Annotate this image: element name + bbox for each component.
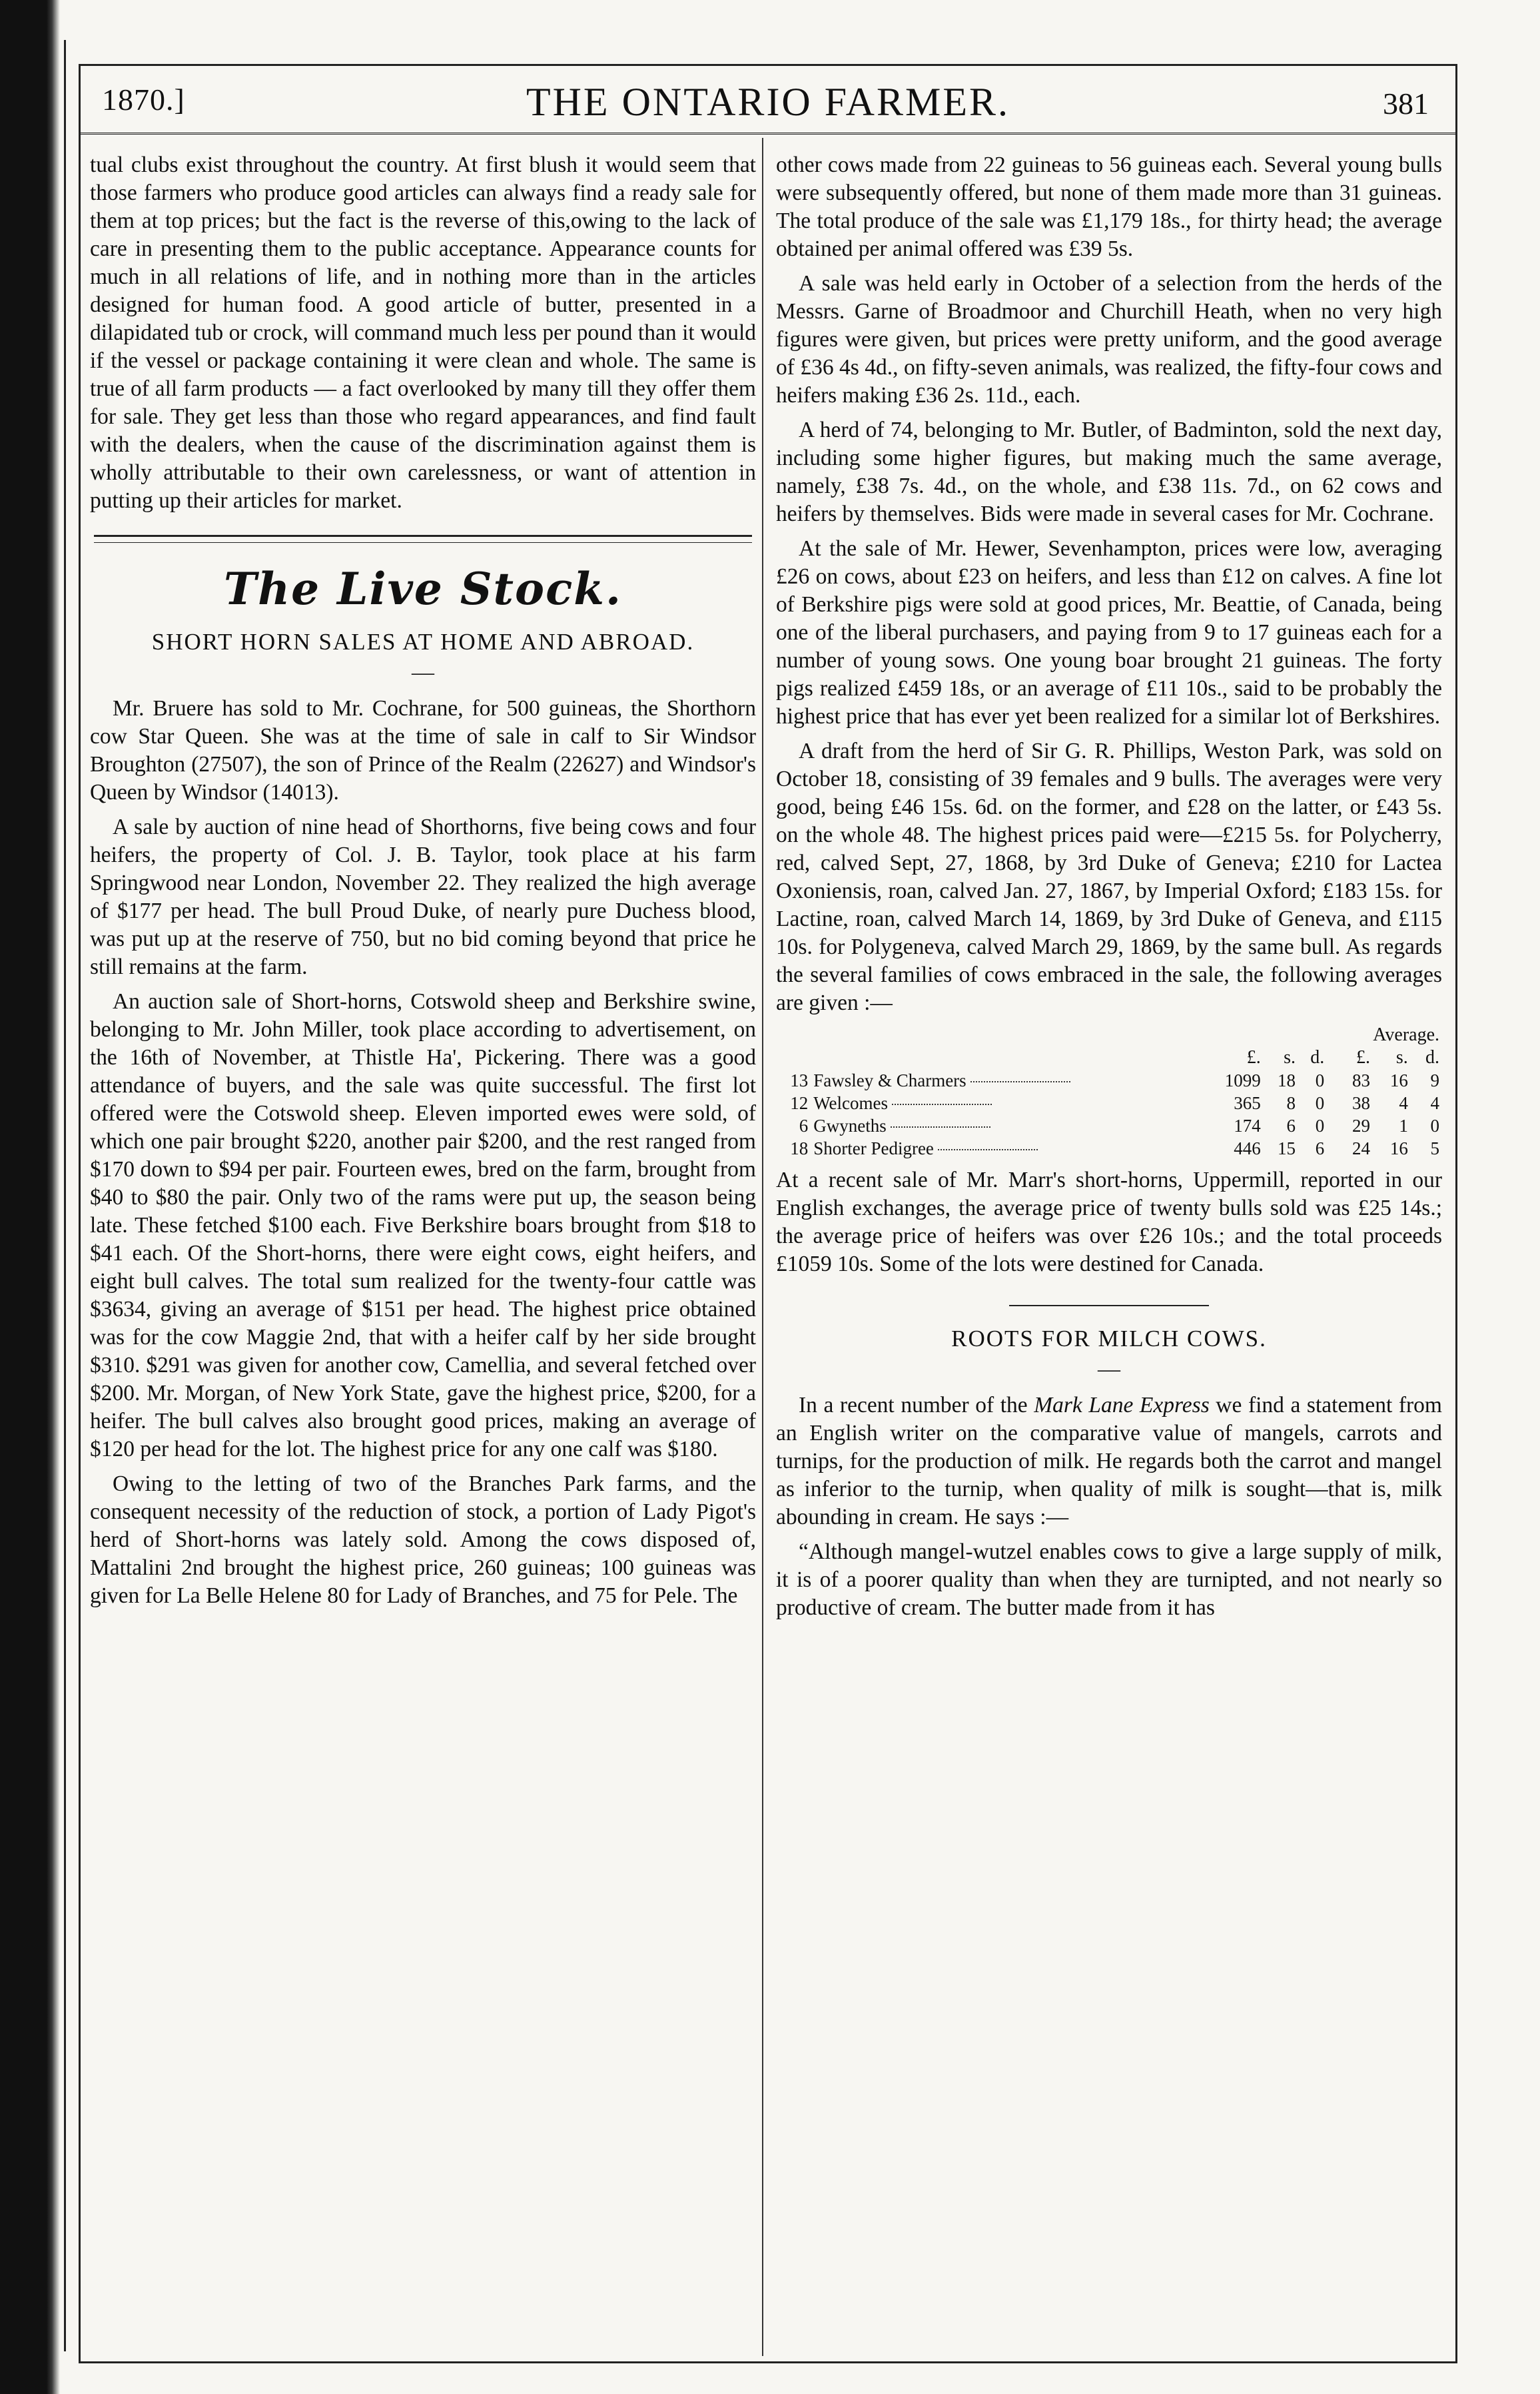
total-shillings: 15 <box>1278 1138 1296 1158</box>
section-rule-thin <box>94 542 752 543</box>
binding-rule <box>64 40 66 2351</box>
section-rule <box>94 535 752 537</box>
dot-leader <box>892 1104 992 1105</box>
department-title: The Live Stock. <box>224 563 622 615</box>
avg-pence: 0 <box>1430 1116 1439 1136</box>
table-row <box>776 1114 1442 1137</box>
unit-header: s. <box>1284 1047 1296 1068</box>
total-pence: 0 <box>1315 1093 1325 1113</box>
avg-pounds: 24 <box>1352 1138 1370 1158</box>
roots-paragraph <box>776 1392 1442 1531</box>
family-name: Welcomes <box>813 1093 889 1113</box>
running-head <box>81 66 1455 135</box>
averages-table-unit-row <box>776 1046 1442 1069</box>
unit-header: d. <box>1310 1047 1325 1068</box>
left-column <box>90 151 756 2349</box>
row-family <box>811 1114 1202 1137</box>
intro-paragraph: tual clubs exist throughout the country. At first blush it would seem that those farmers who produce good articles can always find a ready sale for them at top prices; but the fact is the reverse of this,owing to the lack of care in presenting them to the public acceptance. Appearance counts for much in all relations of life, and in nothing more than in the articles designed for human food. A good article of butter, presented in a dilapidated tub or crock, will command much less per pound than it would if the vessel or package containing it were clean and whole. The same is true of all farm products — a fact overlooked by many till they offer them for sale. They get less than those who regard appearances, and find fault with the dealers, when the cause of the discrimination against them is wholly attributable to their own carelessness, or want of attention in putting up their articles for market. <box>90 153 756 513</box>
avg-pounds: 83 <box>1352 1070 1370 1090</box>
row-count: 18 <box>790 1138 809 1158</box>
table-row <box>776 1092 1442 1114</box>
row-count: 6 <box>799 1116 809 1136</box>
roots-text: we find a statement from an English writer on the comparative value of mangels, carrots and turnips, for the production of milk. He regards both the carrot and mangel as inferior to the turnip, when quality of milk is sought—that is, milk abounding in cream. He says :— <box>776 1393 1442 1529</box>
right-column <box>776 151 1442 2349</box>
family-name: Gwyneths <box>813 1116 887 1136</box>
unit-header: d. <box>1425 1047 1439 1068</box>
avg-shillings: 4 <box>1399 1093 1408 1113</box>
article-title: SHORT HORN SALES AT HOME AND ABROAD. <box>151 629 695 655</box>
header-title: THE ONTARIO FARMER. <box>526 80 1010 124</box>
avg-shillings: 16 <box>1389 1138 1408 1158</box>
article-paragraph: Mr. Bruere has sold to Mr. Cochrane, for 500 guineas, the Shorthorn cow Star Queen. She was at the time of sale in calf to Sir Windsor Broughton (27507), the son of Prince of the Realm (22627) and Windsor's Queen by Windsor (14013). <box>90 696 756 805</box>
dot-leader <box>891 1126 990 1128</box>
row-family <box>811 1137 1202 1160</box>
page-frame <box>79 64 1457 2363</box>
total-pounds: 446 <box>1234 1138 1261 1158</box>
unit-header: £. <box>1246 1047 1261 1068</box>
avg-pounds: 38 <box>1352 1093 1370 1113</box>
avg-shillings: 1 <box>1399 1116 1408 1136</box>
article-paragraph: A sale by auction of nine head of Shorthorns, five being cows and four heifers, the property of Col. J. B. Taylor, took place at his farm Springwood near London, November 22. They realized the high average of $177 per head. The bull Proud Duke, of nearly pure Duchess blood, was put up at the reserve of 750, but no bid coming beyond that price he still remains at the farm. <box>90 815 756 979</box>
roots-paragraph: “Although mangel-wutzel enables cows to give a large supply of milk, it is of a poorer quality than when they are turnipted, and not nearly so productive of cream. The butter made from it has <box>776 1539 1442 1620</box>
roots-article-dash: — <box>1098 1357 1120 1382</box>
column-divider <box>762 138 763 2356</box>
article-paragraph: other cows made from 22 guineas to 56 guineas each. Several young bulls were subsequently offered, but none of them made more than 31 guineas. The total produce of the sale was £1,179 18s., for thirty head; the average obtained per animal offered was £39 5s. <box>776 153 1442 261</box>
avg-pence: 5 <box>1430 1138 1439 1158</box>
avg-pounds: 29 <box>1352 1116 1370 1136</box>
avg-pence: 9 <box>1430 1070 1439 1090</box>
row-count: 12 <box>790 1093 809 1113</box>
averages-table-caption-row <box>776 1024 1442 1046</box>
newspaper-title: Mark Lane Express <box>1034 1393 1210 1417</box>
article-paragraph: A sale was held early in October of a selection from the herds of the Messrs. Garne of Broadmoor and Churchill Heath, when no very high figures were given, but prices were pretty uniform, and the good average of £36 4s 4d., on fifty-seven animals, was realized, the fifty-four cows and heifers making £36 2s. 11d., each. <box>776 271 1442 408</box>
avg-pence: 4 <box>1430 1093 1439 1113</box>
total-pence: 0 <box>1315 1116 1325 1136</box>
table-row <box>776 1069 1442 1092</box>
article-paragraph: At a recent sale of Mr. Marr's short-horns, Uppermill, reported in our English exchanges, the average price of twenty bulls sold was £25 14s.; the average price of heifers was over £26 10s.; and the total proceeds £1059 10s. Some of the lots were destined for Canada. <box>776 1168 1442 1276</box>
header-year: 1870.] <box>102 83 185 117</box>
total-shillings: 18 <box>1278 1070 1296 1090</box>
family-name: Fawsley & Charmers <box>813 1070 966 1090</box>
article-dash: — <box>412 660 434 685</box>
dot-leader <box>938 1149 1038 1150</box>
short-rule <box>1009 1305 1209 1306</box>
total-pounds: 174 <box>1234 1116 1261 1136</box>
total-shillings: 6 <box>1286 1116 1296 1136</box>
dot-leader <box>970 1081 1070 1082</box>
roots-text: In a recent number of the <box>799 1393 1034 1417</box>
row-count: 13 <box>790 1070 809 1090</box>
total-pounds: 1099 <box>1224 1070 1261 1090</box>
row-family <box>811 1092 1202 1114</box>
family-name: Shorter Pedigree <box>813 1138 934 1158</box>
averages-table <box>776 1024 1442 1160</box>
binding-edge <box>0 0 60 2394</box>
article-paragraph: A draft from the herd of Sir G. R. Phillips, Weston Park, was sold on October 18, consisting of 39 females and 9 bulls. The averages were very good, being £46 15s. 6d. on the former, and £28 on the latter, or £43 5s. on the whole 48. The highest prices paid were—£215 5s. for Polycherry, red, calved Sept, 27, 1868, by 3rd Duke of Geneva; £210 for Lactea Oxoniensis, roan, calved Jan. 27, 1867, by Imperial Oxford; £183 15s. for Lactine, roan, calved March 14, 1869, by 3rd Duke of Geneva, and £115 10s. for Polygeneva, calved March 29, 1869, by the same bull. As regards the several families of cows embraced in the sale, the following averages are given :— <box>776 739 1442 1015</box>
avg-shillings: 16 <box>1389 1070 1408 1090</box>
total-pounds: 365 <box>1234 1093 1261 1113</box>
total-pence: 0 <box>1315 1070 1325 1090</box>
average-label: Average. <box>1373 1024 1439 1045</box>
row-family <box>811 1069 1202 1092</box>
article-paragraph: At the sale of Mr. Hewer, Sevenhampton, prices were low, averaging £26 on cows, about £23 on heifers, and less than £12 on calves. A fine lot of Berkshire pigs were sold at good prices, Mr. Beattie, of Canada, being one of the liberal purchasers, and paying from 9 to 17 guineas each for a number of young sows. One young boar brought 21 guineas. The forty pigs realized £459 18s, or an average of £11 10s., said to be probably the highest price that has ever yet been realized for a similar lot of Berkshires. <box>776 536 1442 729</box>
article-paragraph: Owing to the letting of two of the Branches Park farms, and the consequent necessity of the reduction of stock, a portion of Lady Pigot's herd of Short-horns was lately sold. Among the cows disposed of, Mattalini 2nd brought the highest price, 260 guineas; 100 guineas was given for La Belle Helene 80 for Lady of Branches, and 75 for Pele. The <box>90 1471 756 1608</box>
total-pence: 6 <box>1315 1138 1325 1158</box>
table-row <box>776 1137 1442 1160</box>
unit-header: £. <box>1356 1047 1370 1068</box>
article-paragraph: An auction sale of Short-horns, Cotswold sheep and Berkshire swine, belonging to Mr. John Miller, took place according to advertisement, on the 16th of November, at Thistle Ha', Pickering. There was a good attendance of buyers, and the sale was quite successful. The first lot offered were the Cotswold sheep. Eleven imported ewes were sold, of which one pair brought $220, another pair $200, and the rest ranged from $170 down to $94 per pair. Fourteen ewes, bred on the farm, brought from $40 to $80 the pair. Only two of the rams were put up, the season being late. These fetched $100 each. Five Berkshire boars brought from $18 to $41 each. Of the Short-horns, there were eight cows, eight heifers, and eight bull calves. The total sum realized for the twenty-four cattle was $3634, giving an average of $151 per head. The highest price obtained was for the cow Maggie 2nd, that with a heifer calf by her side brought $310. $291 was given for another cow, Camellia, and several fetched over $200. Mr. Morgan, of New York State, gave the highest price, $200, for a heifer. The bull calves also brought good prices, making an average of $120 per head for the lot. The highest price for any one calf was $180. <box>90 989 756 1461</box>
article-paragraph: A herd of 74, belonging to Mr. Butler, of Badminton, sold the next day, including some higher figures, but making much the same average, namely, £38 7s. 4d., on the whole, and £38 11s. 7d., on 62 cows and heifers by themselves. Bids were made in several cases for Mr. Cochrane. <box>776 418 1442 526</box>
unit-header: s. <box>1395 1047 1408 1068</box>
roots-article-title: ROOTS FOR MILCH COWS. <box>951 1326 1267 1352</box>
header-page-number: 381 <box>1383 87 1429 121</box>
total-shillings: 8 <box>1286 1093 1296 1113</box>
